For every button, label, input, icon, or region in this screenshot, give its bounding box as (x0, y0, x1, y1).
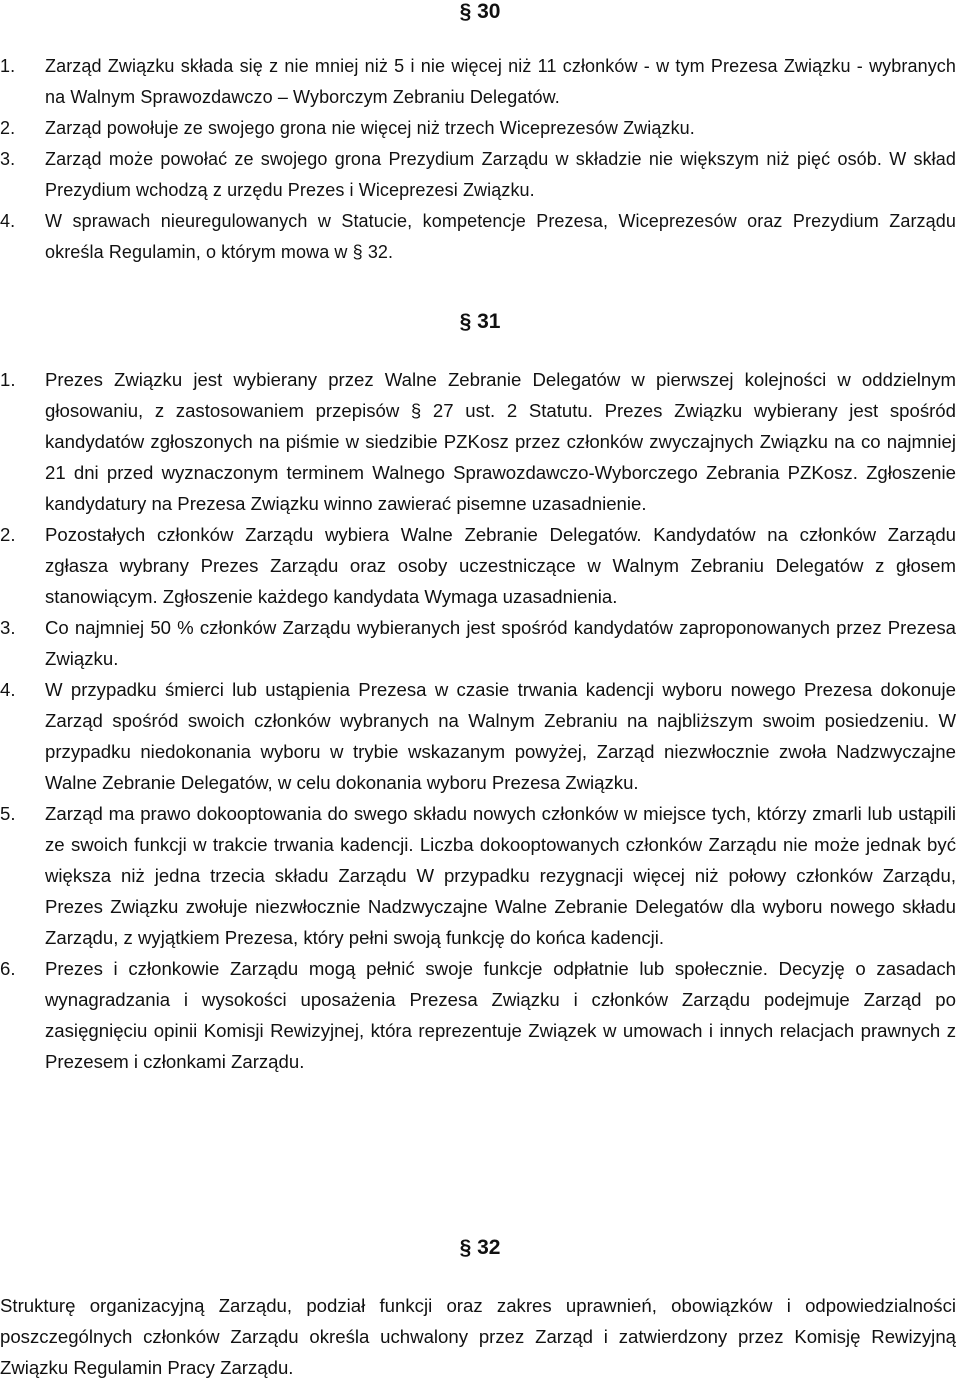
item-number: 6. (0, 958, 16, 979)
item-text: Co najmniej 50 % członków Zarządu wybieranych jest spośród kandydatów zaproponowanych przez Prezesa Związku. (45, 617, 956, 669)
section-31-item-2 (0, 519, 956, 612)
item-text: W przypadku śmierci lub ustąpienia Prezesa w czasie trwania kadencji wyboru nowego Prezesa dokonuje Zarząd spośród swoich członków wybranych na Walnym Zebraniu na najbliższym swoim posiedzeniu. W przypadku niedokonania wyboru w trybie wskazanym powyżej, Zarząd niezwłocznie zwoła Nadzwyczajne Walne Zebranie Delegatów, w celu dokonania wyboru Prezesa Związku. (45, 679, 956, 793)
section-30-item-3 (0, 144, 956, 206)
item-text: Prezes Związku jest wybierany przez Walne Zebranie Delegatów w pierwszej kolejności w oddzielnym głosowaniu, z zastosowaniem przepisów § 27 ust. 2 Statutu. Prezes Związku wybierany jest spośród kandydatów zgłoszonych na piśmie w siedzibie PZKosz przez członków zwyczajnych Związku na co najmniej 21 dni przed wyznaczonym terminem Walnego Sprawozdawczo-Wyborczego Zebrania PZKosz. Zgłoszenie kandydatury na Prezesa Związku winno zawierać pisemne uzasadnienie. (45, 369, 956, 514)
section-30-item-1 (0, 51, 956, 113)
item-number: 4. (0, 211, 16, 231)
section-32-paragraph: Strukturę organizacyjną Zarządu, podział funkcji oraz zakres uprawnień, obowiązków i odpowiedzialności poszczególnych członków Zarządu określa uchwalony przez Zarząd i zatwierdzony przez Komisję Rewizyjną Związku Regulamin Pracy Zarządu. (0, 1295, 956, 1378)
section-30-list (0, 51, 956, 268)
item-number: 5. (0, 803, 16, 824)
item-text: Pozostałych członków Zarządu wybiera Walne Zebranie Delegatów. Kandydatów na członków Zarządu zgłasza wybrany Prezes Zarządu oraz osoby uczestniczące w Walnym Zebraniu Delegatów z głosem stanowiącym. Zgłoszenie każdego kandydata Wymaga uzasadnienia. (45, 524, 956, 607)
section-31-item-4 (0, 674, 956, 798)
item-text: Zarząd ma prawo dokooptowania do swego składu nowych członków w miejsce tych, którzy zmarli lub ustąpili ze swoich funkcji w trakcie trwania kadencji. Liczba dokooptowanych członków Zarządu nie może jednak być większa niż jedna trzecia składu Zarządu W przypadku rezygnacji więcej niż połowy członków Zarządu, Prezes Związku zwołuje niezwłocznie Nadzwyczajne Walne Zebranie Delegatów dla wyboru nowego składu Zarządu, z wyjątkiem Prezesa, który pełni swoją funkcję do końca kadencji. (45, 803, 956, 948)
item-number: 2. (0, 118, 16, 138)
section-30-item-2 (0, 113, 956, 144)
section-31-heading: § 31 (459, 310, 501, 333)
section-31-item-3 (0, 612, 956, 674)
item-number: 3. (0, 617, 16, 638)
item-text: Prezes i członkowie Zarządu mogą pełnić swoje funkcje odpłatnie lub społecznie. Decyzję o zasadach wynagradzania i wysokości uposażenia Prezesa Związku i członków Zarządu podejmuje Zarząd po zasięgnięciu opinii Komisji Rewizyjnej, która reprezentuje Związek w umowach i innych relacjach prawnych z Prezesem i członkami Zarządu. (45, 958, 956, 1072)
section-32-heading: § 32 (459, 1236, 501, 1259)
section-31-item-1 (0, 364, 956, 519)
item-text: Zarząd Związku składa się z nie mniej niż 5 i nie więcej niż 11 członków - w tym Prezesa Związku - wybranych na Walnym Sprawozdawczo – Wyborczym Zebraniu Delegatów. (45, 56, 956, 107)
item-number: 1. (0, 56, 16, 76)
section-31-item-6 (0, 953, 956, 1077)
section-30-heading: § 30 (459, 0, 501, 23)
item-number: 3. (0, 149, 16, 169)
item-number: 2. (0, 524, 16, 545)
item-text: Zarząd powołuje ze swojego grona nie więcej niż trzech Wiceprezesów Związku. (45, 118, 695, 138)
item-text: Zarząd może powołać ze swojego grona Prezydium Zarządu w składzie nie większym niż pięć osób. W skład Prezydium wchodzą z urzędu Prezes i Wiceprezesi Związku. (45, 149, 956, 200)
item-number: 1. (0, 369, 16, 390)
section-31-item-5 (0, 798, 956, 953)
item-text: W sprawach nieuregulowanych w Statucie, kompetencje Prezesa, Wiceprezesów oraz Prezydium Zarządu określa Regulamin, o którym mowa w § 32. (45, 211, 956, 262)
item-number: 4. (0, 679, 16, 700)
section-31-list (0, 364, 956, 1077)
section-30-item-4 (0, 206, 956, 268)
